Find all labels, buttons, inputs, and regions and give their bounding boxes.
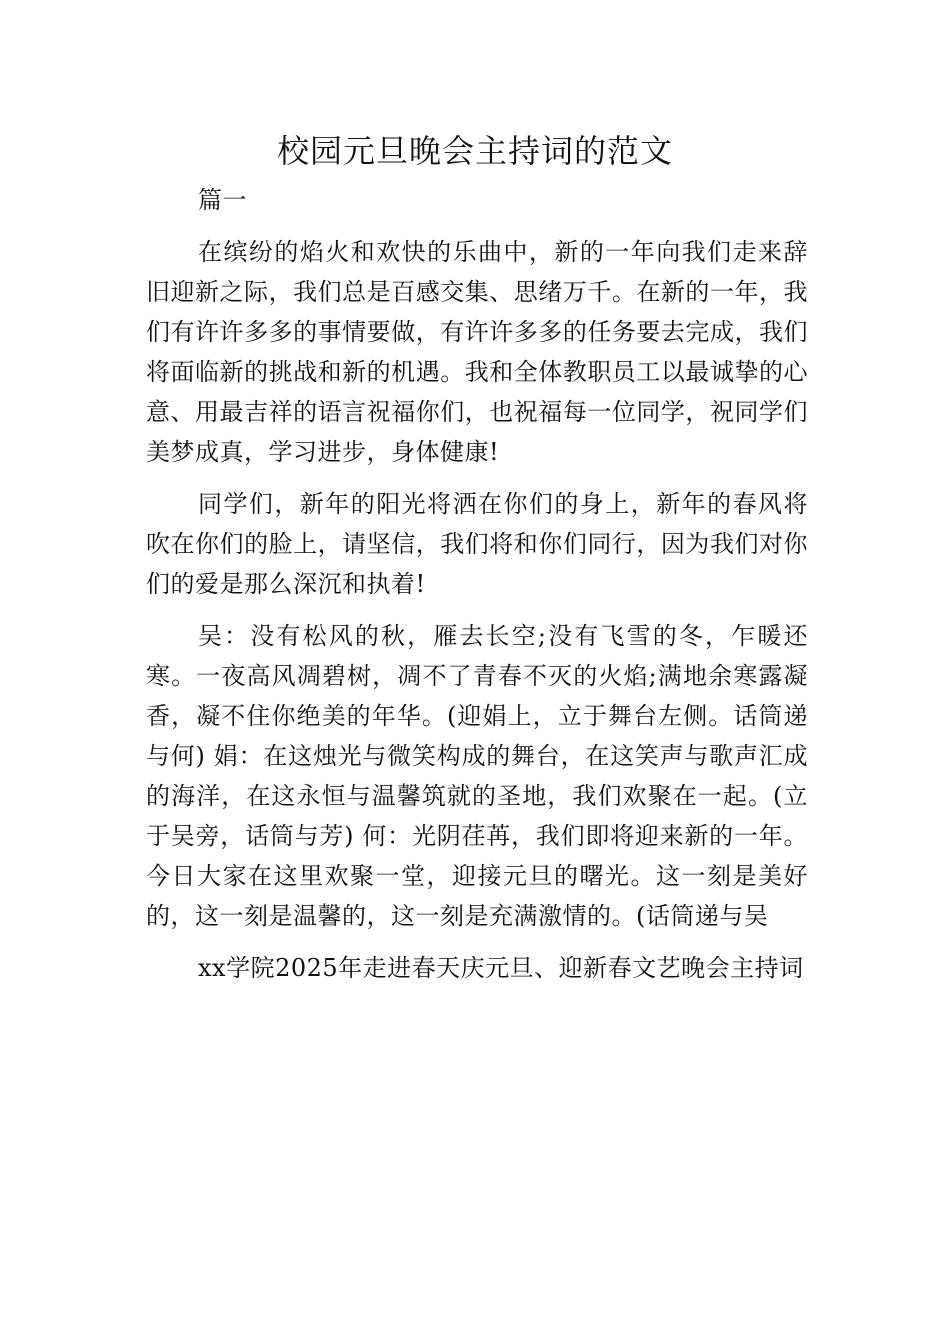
- paragraph: 在缤纷的焰火和欢快的乐曲中，新的一年向我们走来辞旧迎新之际，我们总是百感交集、思绪万千。在新的一年，我们有许许多多的事情要做，有许许多多的任务要去完成，我们将面临新的挑战和新的机遇。我和全体教职员工以最诚挚的心意、用最吉祥的语言祝福你们，也祝福每一位同学，祝同学们美梦成真，学习进步，身体健康!: [146, 238, 808, 466]
- document-body: [146, 180, 808, 1000]
- paragraph: xx学院2025年走进春天庆元旦、迎新春文艺晚会主持词: [198, 954, 804, 982]
- document-title: 校园元旦晚会主持词的范文: [276, 132, 673, 170]
- section-label: 篇一: [198, 186, 247, 214]
- paragraph: 吴：没有松风的秋，雁去长空;没有飞雪的冬，乍暖还寒。一夜高风凋碧树，凋不了青春不灭的火焰;满地余寒露凝香，凝不住你绝美的年华。(迎娟上，立于舞台左侧。话筒递与何) 娟：在这烛光与微笑构成的舞台，在这笑声与歌声汇成的海洋，在这永恒与温馨筑就的圣地，我们欢聚在一起。(立于吴旁，话筒与芳) 何：光阴荏苒，我们即将迎来新的一年。今日大家在这里欢聚一堂，迎接元旦的曙光。这一刻是美好的，这一刻是温馨的，这一刻是充满激情的。(话筒递与吴: [146, 622, 808, 930]
- paragraph: 同学们，新年的阳光将洒在你们的身上，新年的春风将吹在你们的脸上，请坚信，我们将和你们同行，因为我们对你们的爱是那么深沉和执着!: [146, 490, 808, 598]
